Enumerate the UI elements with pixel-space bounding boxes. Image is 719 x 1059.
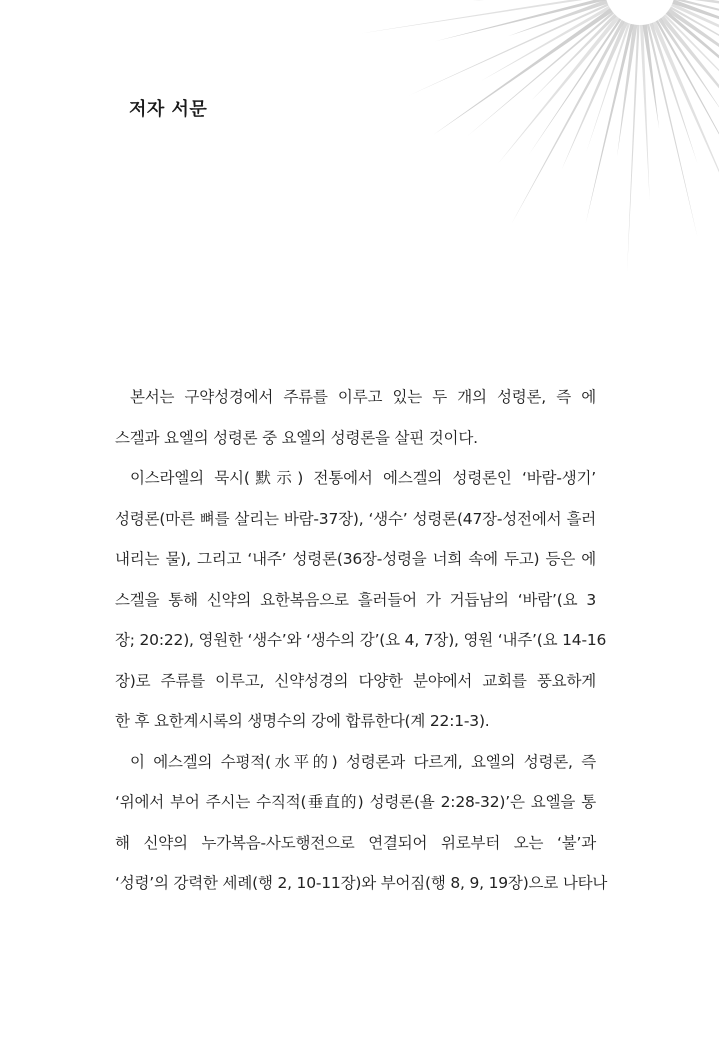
sunburst-ray bbox=[361, 0, 605, 33]
paragraph-line: 내리는 물), 그리고 ‘내주’ 성령론(36장-성령을 너희 속에 두고) 등은 에 bbox=[115, 550, 596, 568]
paragraph-line: 스겔을 통해 신약의 요한복음으로 흘러들어 가 거듭남의 ‘바람’(요 3 bbox=[115, 590, 596, 609]
paragraph-line: 장; 20:22), 영원한 ‘생수’와 ‘생수의 강’(요 4, 7장), 영원 ‘내주’(요 14-16 bbox=[115, 631, 607, 649]
sunburst-ray bbox=[435, 0, 606, 41]
paragraph-line: 장)로 주류를 이루고, 신약성경의 다양한 분야에서 교회를 풍요하게 bbox=[115, 671, 596, 690]
paragraph-line: 해 신약의 누가복음-사도행전으로 연결되어 위로부터 오는 ‘불’과 bbox=[115, 833, 596, 852]
sunburst-ray bbox=[468, 12, 615, 136]
section-title: 저자 서문 bbox=[129, 99, 208, 120]
paragraph-line: ‘위에서 부어 주시는 수직적(垂直的) 성령론(욜 2:28-32)’은 요엘을 통 bbox=[115, 793, 596, 811]
sunburst-ray bbox=[472, 0, 605, 1]
paragraph-line: 스겔과 요엘의 성령론 중 요엘의 성령론을 살핀 것이다. bbox=[115, 428, 478, 447]
paragraph-line: 한 후 요한계시록의 생명수의 강에 합류한다(계 22:1-3). bbox=[115, 712, 490, 730]
paragraph-line: ‘성령’의 강력한 세례(행 2, 10-11장)와 부어짐(행 8, 9, 19장)으로 나타나 bbox=[115, 874, 608, 892]
sunburst-ray bbox=[586, 24, 634, 223]
sunburst-ray bbox=[587, 23, 631, 152]
paragraph-line: 이스라엘의 묵시(默示) 전통에서 에스겔의 성령론인 ‘바람-생기’ bbox=[130, 469, 596, 487]
sunburst-ray bbox=[498, 16, 619, 164]
paragraph-line: 이 에스겔의 수평적(水平的) 성령론과 다르게, 요엘의 성령론, 즉 bbox=[130, 752, 596, 771]
sunburst-ray bbox=[649, 23, 697, 164]
sunburst-ray bbox=[647, 24, 698, 238]
sunburst-ray bbox=[652, 21, 719, 221]
paragraph-line: 본서는 구약성경에서 주류를 이루고 있는 두 개의 성령론, 즉 에 bbox=[130, 388, 596, 406]
body-text bbox=[115, 377, 608, 904]
paragraph-line: 성령론(마른 뼈를 살리는 바람-37장), ‘생수’ 성령론(47장-성전에서 흘러 bbox=[115, 509, 596, 528]
